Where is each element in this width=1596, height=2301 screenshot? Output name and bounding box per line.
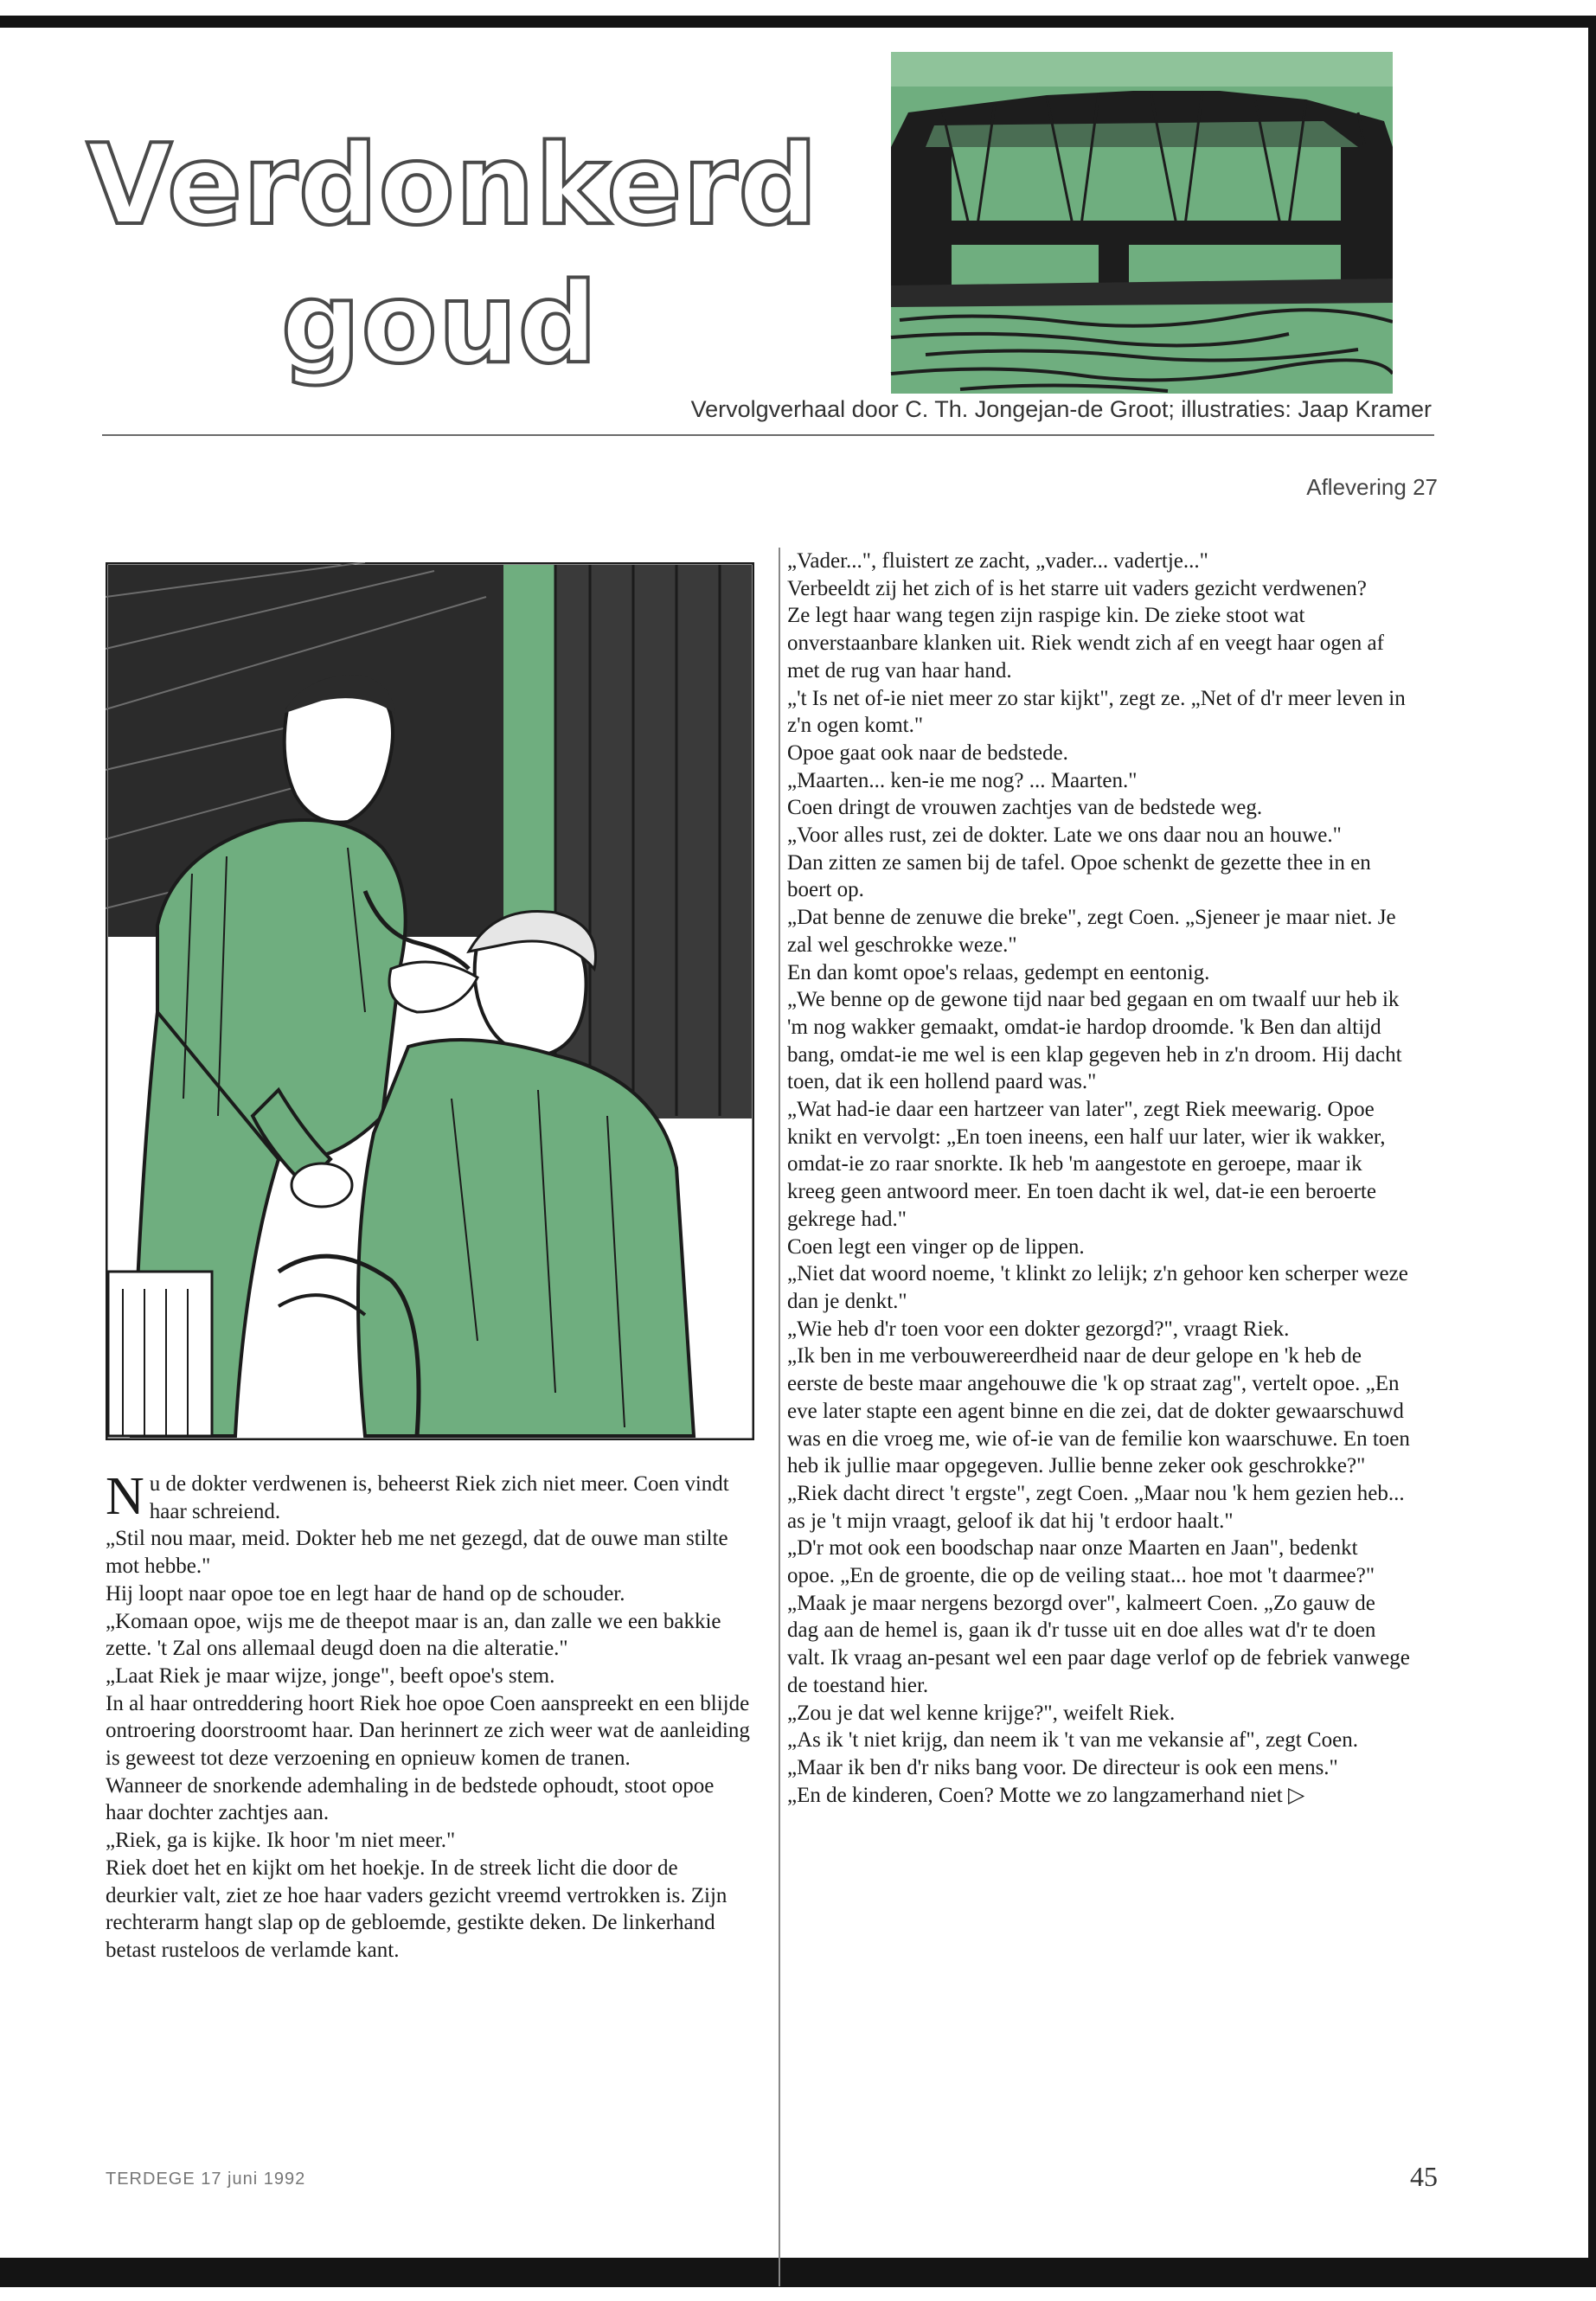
paragraph: Riek doet het en kijkt om het hoekje. In de streek licht die door de deurkier valt, ziet ze hoe haar vaders gezicht vreemd vertrokken is. Zijn rechterarm hangt slap op de gebloemde, gestikte deken. De linkerhand betast rusteloos de verlamde kant. [106,1856,727,1962]
paragraph-text: u de dokter verdwenen is, beheerst Riek zich niet meer. Coen vindt haar schreiend. [149,1472,729,1523]
paragraph: Verbeeldt zij het zich of is het starre uit vaders gezicht verdwenen? [787,576,1367,600]
paragraph: „Komaan opoe, wijs me de theepot maar is an, dan zalle we een bakkie zette. 't Zal ons allemaal deugd doen na die alteratie." [106,1609,721,1661]
paragraph: „Wat had-ie daar een hartzeer van later", zegt Riek meewarig. Opoe knikt en vervolgt: „En toen ineens, een half uur later, wier ik wakker, omdat-ie zo raar snorkte. Ik heb 'm aangestote en geroepe, maar ik kreeg geen antwoord meer. En toen dacht ik wel, dat-ie een beroerte gekrege had." [787,1098,1386,1231]
top-border [0,16,1596,28]
paragraph: Wanneer de snorkende ademhaling in de bedstede ophoudt, stoot opoe haar dochter zachtjes aan. [106,1773,715,1825]
bottom-border [0,2258,1596,2287]
bridge-illustration [874,52,1393,394]
right-text-column [787,548,1410,1809]
paragraph: „D'r mot ook een boodschap naar onze Maarten en Jaan", bedenkt opoe. „En de groente, die op de veiling staat... hoe mot 't daarmee?" [787,1536,1375,1588]
byline: Vervolgverhaal door C. Th. Jongejan-de Groot; illustraties: Jaap Kramer [690,396,1432,422]
paragraph-first [106,1467,754,1526]
paragraph: Coen legt een vinger op de lippen. [787,1234,1085,1259]
paragraph: „Riek, ga is kijke. Ik hoor 'm niet meer." [106,1829,456,1853]
column-divider [779,548,787,2286]
left-text-column [106,1467,754,1965]
drop-cap: N [106,1467,144,1526]
title-line-1: Verdonkerd [87,121,818,250]
main-illustration [106,562,754,1440]
paragraph: „We benne op de gewone tijd naar bed gegaan en om twaalf uur heb ik 'm nog wakker gemaakt, omdat-ie hardop droomde. 'k Ben dan altijd bang, omdat-ie me wel is een klap gegeven heb in z'n droom. Hij dacht toen, dat ik een hollend paard was." [787,988,1402,1094]
paragraph: Ze legt haar wang tegen zijn raspige kin. De zieke stoot wat onverstaanbare klanken uit. Riek wendt zich af en veegt haar ogen af met de rug van haar hand. [787,604,1384,683]
episode-label: Aflevering 27 [1306,474,1438,500]
paragraph: Dan zitten ze samen bij de tafel. Opoe schenkt de gezette thee in en boert op. [787,850,1371,902]
paragraph: „Niet dat woord noeme, 't klinkt zo lelijk; z'n gehoor ken scherper weze dan je denkt." [787,1262,1408,1313]
paragraph: „As ik 't niet krijg, dan neem ik 't van me vekansie af", zegt Coen. „Maar ik ben d'r niks bang voor. De directeur is ook een mens." [787,1728,1358,1779]
page-number: 45 [1410,2161,1438,2192]
paragraph: „Ik ben in me verbouwereerdheid naar de deur gelope en 'k heb de eerste de beste maar angehouwe die 'k op straat zag", vertelt opoe. „En eve later stapte een agent binne en die zei, dat de dokter gewaarschuwd was en die vroeg me, wie of-ie van de femilie kon waarschuwe. En toen heb ik jullie maar opgegeven. Jullie benne zeker ook geschrokke?" [787,1344,1410,1478]
paragraph: „Vader...", fluistert ze zacht, „vader... vadertje..." [787,549,1208,573]
paragraph: „Zou je dat wel kenne krijge?", weifelt Riek. [787,1701,1176,1725]
paragraph: „Wie heb d'r toen voor een dokter gezorgd?", vraagt Riek. [787,1317,1290,1341]
right-border [1588,16,1596,2287]
story-title [87,117,818,394]
paragraph: „Riek dacht direct 't ergste", zegt Coen. „Maar nou 'k hem gezien heb... as je 't mijn vraagt, geloof ik dat hij 't erdoor haalt." [787,1481,1405,1533]
paragraph: „En de kinderen, Coen? Motte we zo langzamerhand niet ▷ [787,1783,1305,1807]
magazine-footer: TERDEGE 17 juni 1992 [106,2170,306,2189]
paragraph: In al haar ontreddering hoort Riek hoe opoe Coen aanspreekt en een blijde ontroering doorstroomt haar. Dan herinnert ze zich weer wat de aanleiding is geweest tot deze verzoening en opnieuw komen de tranen. [106,1691,750,1771]
paragraph: Hij loopt naar opoe toe en legt haar de hand op de schouder. [106,1581,625,1606]
paragraph: „Maak je maar nergens bezorgd over", kalmeert Coen. „Zo gauw de dag aan de hemel is, gaan ik d'r tusse uit en doe alles wat d'r te doen valt. Ik vraag an-pesant wel een paar dage verlof op de febriek vanwege de toestand hier. [787,1591,1410,1697]
paragraph: „Dat benne de zenuwe die breke", zegt Coen. „Sjeneer je maar niet. Je zal wel geschrokke weze." [787,906,1396,957]
paragraph: „Maarten... ken-ie me nog? ... Maarten." [787,768,1138,792]
header-divider [102,434,1434,436]
paragraph: En dan komt opoe's relaas, gedempt en eentonig. [787,960,1210,984]
paragraph: „Stil nou maar, meid. Dokter heb me net gezegd, dat de ouwe man stilte mot hebbe." [106,1527,728,1579]
paragraph: Coen dringt de vrouwen zachtjes van de bedstede weg. [787,796,1263,820]
paragraph: „Laat Riek je maar wijze, jonge", beeft opoe's stem. [106,1663,555,1688]
paragraph: „'t Is net of-ie niet meer zo star kijkt", zegt ze. „Net of d'r meer leven in z'n ogen komt." [787,686,1406,738]
title-line-2: goud [281,260,599,388]
paragraph: „Voor alles rust, zei de dokter. Late we ons daar nou an houwe." [787,824,1342,848]
paragraph: Opoe gaat ook naar de bedstede. [787,740,1068,765]
